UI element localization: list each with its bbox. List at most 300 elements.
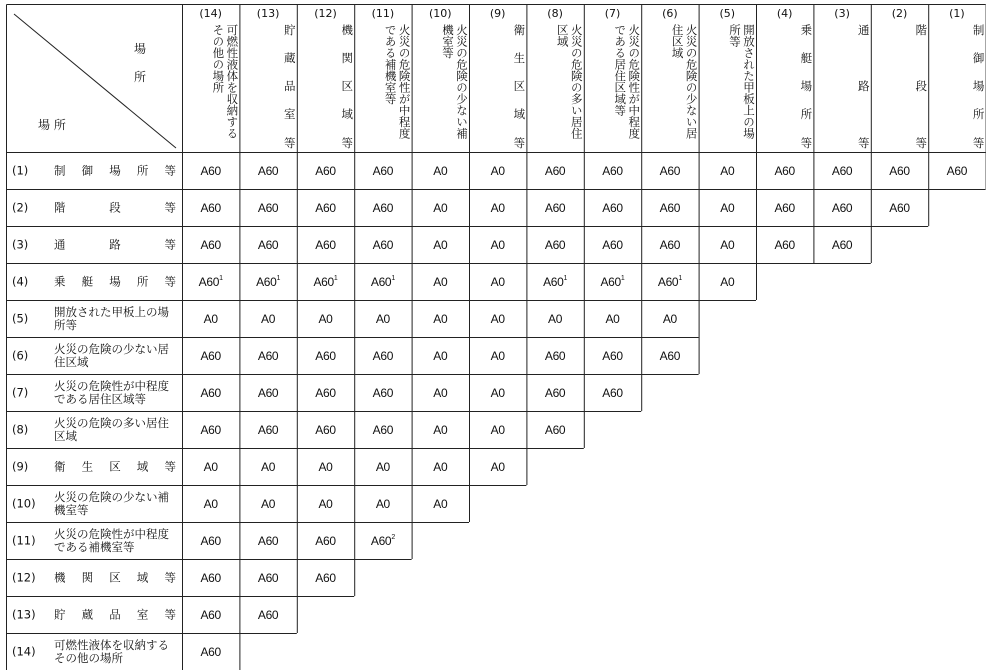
integrity-value: A0: [318, 496, 333, 511]
integrity-value: A60: [315, 200, 336, 215]
column-number: (8): [547, 7, 563, 20]
table-cell: [354, 189, 411, 226]
integrity-value: A60: [602, 200, 623, 215]
integrity-value: A60: [257, 200, 279, 215]
integrity-value: A60: [200, 570, 221, 585]
row-header: [6, 485, 182, 522]
table-cell: [813, 152, 870, 189]
integrity-value: A0: [490, 311, 505, 326]
table-cell: [297, 226, 354, 263]
row-header: [6, 263, 182, 300]
column-header: [928, 4, 985, 152]
integrity-value: A0: [203, 459, 218, 474]
table-cell: [526, 189, 583, 226]
table-cell: [584, 189, 641, 226]
integrity-value: A0: [375, 496, 390, 511]
table-cell: [469, 226, 526, 263]
table-cell: [297, 337, 354, 374]
integrity-value: A60: [602, 348, 623, 363]
table-cell: [354, 263, 411, 300]
column-number: (1): [949, 7, 965, 20]
row-label: 火災の危険性が中程度である補機室等: [54, 526, 169, 554]
table-cell: [297, 411, 354, 448]
integrity-value: A0: [375, 459, 390, 474]
table-cell: [239, 226, 296, 263]
column-number: (13): [256, 7, 280, 20]
integrity-value: A60: [544, 385, 566, 400]
column-header: [412, 4, 469, 152]
integrity-value: A60: [200, 422, 221, 437]
integrity-value: A60: [200, 607, 221, 622]
table-cell: [584, 300, 641, 337]
table-cell: [297, 485, 354, 522]
table-cell: [239, 374, 296, 411]
integrity-value: A0: [261, 459, 276, 474]
row-label: 階 段 等: [54, 200, 176, 214]
integrity-value: A60: [372, 422, 394, 437]
column-label: 可燃性液体を収納するその他の場所: [211, 24, 240, 139]
integrity-value: A60: [659, 200, 681, 215]
table-cell: [239, 596, 296, 633]
integrity-value: A0: [433, 237, 448, 252]
column-label: 機 関 区 域 等: [340, 24, 355, 148]
row-label: 可燃性液体を収納するその他の場所: [54, 637, 169, 665]
table-cell: [297, 448, 354, 485]
row-label: 衛 生 区 域 等: [54, 459, 176, 473]
table-cell: [239, 337, 296, 374]
integrity-value: A60: [372, 237, 394, 252]
row-header: [6, 337, 182, 374]
integrity-value: A0: [490, 274, 505, 289]
integrity-value: A60: [544, 237, 566, 252]
integrity-value: A0: [318, 311, 333, 326]
column-header: [354, 4, 411, 152]
column-label: 制 御 場 所 等: [971, 24, 986, 148]
integrity-value: A60: [372, 163, 394, 178]
column-header: [239, 4, 296, 152]
table-cell: [469, 152, 526, 189]
table-cell: [813, 189, 870, 226]
integrity-value: A60: [200, 533, 221, 548]
row-label: 火災の危険の少ない居住区域: [54, 341, 169, 369]
integrity-value: A60: [602, 237, 623, 252]
table-cell: [354, 152, 411, 189]
table-cell: [584, 152, 641, 189]
row-number: (10): [12, 496, 36, 510]
column-number: (3): [834, 7, 850, 20]
integrity-value: A60: [257, 422, 279, 437]
column-label: 衛 生 区 域 等: [512, 24, 527, 148]
integrity-value: $A60^1$: [370, 274, 395, 289]
integrity-value: A60: [200, 348, 221, 363]
table-cell: [469, 374, 526, 411]
table-cell: [412, 263, 469, 300]
table-cell: [928, 152, 985, 189]
column-number: (11): [371, 7, 395, 20]
integrity-value: A60: [372, 348, 394, 363]
integrity-value: A60: [257, 607, 279, 622]
column-label: 火災の危険性が中程度である居住区域等: [613, 24, 642, 139]
integrity-value: A0: [662, 311, 677, 326]
column-number: (6): [662, 7, 678, 20]
integrity-value: A60: [774, 200, 795, 215]
fire-integrity-table: [6, 4, 986, 670]
table-cell: [182, 226, 239, 263]
integrity-value: A0: [490, 200, 505, 215]
column-header: [641, 4, 698, 152]
table-cell: [526, 152, 583, 189]
integrity-value: A0: [433, 163, 448, 178]
integrity-value: $A60^2$: [370, 533, 395, 548]
table-cell: [412, 485, 469, 522]
integrity-value: A60: [315, 385, 336, 400]
table-cell: [412, 226, 469, 263]
table-cell: [354, 411, 411, 448]
row-number: (1): [12, 163, 29, 177]
table-cell: [182, 522, 239, 559]
table-cell: [182, 152, 239, 189]
table-cell: [297, 374, 354, 411]
table-cell: [756, 152, 813, 189]
table-cell: [584, 226, 641, 263]
column-label: 火災の危険の少ない補機室等: [440, 24, 469, 139]
table-cell: [239, 152, 296, 189]
row-header: [6, 226, 182, 263]
integrity-value: A0: [490, 422, 505, 437]
table-cell: [182, 374, 239, 411]
integrity-value: A60: [544, 200, 566, 215]
integrity-value: A60: [257, 348, 279, 363]
integrity-value: A60: [315, 570, 336, 585]
table-cell: [297, 189, 354, 226]
row-label: 貯 蔵 品 室 等: [54, 607, 176, 621]
table-cell: [354, 448, 411, 485]
integrity-value: A60: [602, 163, 623, 178]
row-number: (11): [12, 533, 36, 547]
table-cell: [297, 152, 354, 189]
integrity-value: A60: [831, 200, 853, 215]
table-cell: [412, 152, 469, 189]
table-cell: [756, 226, 813, 263]
table-cell: [526, 226, 583, 263]
integrity-value: A60: [257, 385, 279, 400]
table-cell: [239, 411, 296, 448]
integrity-value: A60: [544, 422, 566, 437]
integrity-value: A0: [490, 459, 505, 474]
row-header: [6, 152, 182, 189]
integrity-value: A0: [490, 163, 505, 178]
integrity-value: A0: [548, 311, 563, 326]
integrity-value: A60: [544, 163, 566, 178]
integrity-value: A60: [315, 422, 336, 437]
row-number: (6): [12, 348, 29, 362]
table-cell: [469, 263, 526, 300]
integrity-value: A0: [261, 496, 276, 511]
integrity-value: A60: [200, 200, 221, 215]
footnote-mark: 1: [620, 274, 625, 282]
integrity-value: $A60^1$: [198, 274, 223, 289]
integrity-value: A0: [375, 311, 390, 326]
row-number: (9): [12, 459, 29, 473]
row-label: 乗 艇 場 所 等: [54, 274, 176, 288]
table-cell: [469, 411, 526, 448]
integrity-value: A60: [257, 163, 279, 178]
table-cell: [354, 226, 411, 263]
table-cell: [641, 337, 698, 374]
integrity-value: A0: [720, 163, 735, 178]
column-header: [813, 4, 870, 152]
integrity-value: A0: [490, 348, 505, 363]
integrity-value: A60: [315, 348, 336, 363]
integrity-value: A60: [200, 385, 221, 400]
column-header: [297, 4, 354, 152]
table-cell: [182, 559, 239, 596]
table-cell: [469, 300, 526, 337]
row-header: [6, 596, 182, 633]
row-header: [6, 189, 182, 226]
integrity-value: A0: [605, 311, 620, 326]
column-label: 火災の危険性が中程度である補機室等: [383, 24, 412, 139]
integrity-value: $A60^1$: [543, 274, 568, 289]
table-cell: [412, 374, 469, 411]
integrity-value: A0: [433, 459, 448, 474]
table-cell: [297, 522, 354, 559]
row-number: (8): [12, 422, 29, 436]
table-cell: [182, 411, 239, 448]
integrity-value: $A60^1$: [313, 274, 338, 289]
integrity-value: A0: [490, 385, 505, 400]
table-cell: [182, 337, 239, 374]
table-cell: [641, 263, 698, 300]
row-label: 火災の危険の多い居住区域: [54, 415, 169, 443]
table-cell: [297, 300, 354, 337]
table-cell: [699, 226, 756, 263]
row-number: (3): [12, 237, 29, 251]
table-cell: [526, 374, 583, 411]
row-label: 制 御 場 所 等: [54, 163, 176, 177]
table-cell: [469, 189, 526, 226]
integrity-value: A60: [659, 163, 681, 178]
table-cell: [412, 337, 469, 374]
corner-left-label: 場 所: [38, 118, 66, 132]
integrity-value: A60: [257, 533, 279, 548]
table-cell: [239, 448, 296, 485]
integrity-value: A60: [200, 644, 221, 659]
footnote-mark: 1: [678, 274, 682, 282]
column-header: [699, 4, 756, 152]
table-cell: [756, 189, 813, 226]
column-number: (10): [428, 7, 452, 20]
table-cell: [354, 522, 411, 559]
integrity-value: $A60^1$: [256, 274, 281, 289]
integrity-value: A0: [433, 348, 448, 363]
integrity-value: A60: [774, 237, 795, 252]
table-cell: [354, 374, 411, 411]
integrity-value: A60: [831, 163, 853, 178]
row-header: [6, 374, 182, 411]
table-cell: [641, 189, 698, 226]
table-cell: [239, 189, 296, 226]
integrity-value: A60: [372, 385, 394, 400]
table-cell: [526, 263, 583, 300]
table-cell: [412, 411, 469, 448]
table-cell: [239, 559, 296, 596]
table-cell: [469, 448, 526, 485]
integrity-value: A0: [261, 311, 276, 326]
row-header: [6, 448, 182, 485]
integrity-value: A0: [433, 422, 448, 437]
integrity-value: $A60^1$: [600, 274, 625, 289]
column-label: 通 路 等: [856, 24, 871, 148]
table-cell: [239, 485, 296, 522]
column-number: (14): [199, 7, 222, 20]
column-header: [526, 4, 583, 152]
integrity-value: A60: [659, 237, 681, 252]
integrity-value: A0: [433, 311, 448, 326]
integrity-value: A60: [774, 163, 795, 178]
table-cell: [354, 485, 411, 522]
column-number: (7): [604, 7, 621, 20]
row-label: 火災の危険の少ない補機室等: [54, 489, 169, 517]
table-cell: [354, 300, 411, 337]
integrity-value: A0: [433, 385, 448, 400]
row-number: (7): [12, 385, 29, 399]
column-header: [756, 4, 813, 152]
column-label: 火災の危険の少ない居住区域: [670, 24, 699, 139]
table-cell: [297, 559, 354, 596]
integrity-value: A0: [318, 459, 333, 474]
integrity-value: A60: [831, 237, 853, 252]
column-number: (4): [776, 7, 793, 20]
integrity-value: A60: [372, 200, 394, 215]
table-cell: [641, 226, 698, 263]
row-header: [6, 411, 182, 448]
integrity-value: A0: [433, 200, 448, 215]
column-label: 開放された甲板上の場所等: [727, 24, 756, 139]
column-header: [469, 4, 526, 152]
integrity-value: A0: [433, 496, 448, 511]
column-label: 貯 蔵 品 室 等: [282, 24, 297, 148]
column-header: [871, 4, 928, 152]
row-number: (14): [12, 644, 36, 658]
table-cell: [354, 337, 411, 374]
integrity-value: A60: [544, 348, 566, 363]
row-header: [6, 300, 182, 337]
integrity-value: A0: [720, 274, 735, 289]
footnote-mark: 1: [391, 274, 395, 282]
table-cell: [699, 152, 756, 189]
table-cell: [584, 263, 641, 300]
table-cell: [526, 411, 583, 448]
footnote-mark: 1: [333, 274, 338, 282]
footnote-mark: 2: [391, 533, 395, 541]
integrity-value: A60: [889, 163, 910, 178]
row-number: (12): [12, 570, 36, 584]
integrity-value: A0: [433, 274, 448, 289]
integrity-value: A60: [257, 237, 279, 252]
row-number: (2): [12, 200, 29, 214]
row-number: (13): [12, 607, 36, 621]
table-cell: [182, 485, 239, 522]
column-header: [182, 4, 239, 152]
table-cell: [469, 337, 526, 374]
footnote-mark: 1: [219, 274, 223, 282]
column-number: (5): [719, 7, 736, 20]
column-label: 乗 艇 場 所 等: [799, 24, 814, 148]
column-label: 階 段 等: [914, 24, 929, 148]
table-cell: [182, 300, 239, 337]
row-number: (4): [12, 274, 29, 288]
integrity-value: A60: [946, 163, 968, 178]
integrity-value: A60: [315, 237, 336, 252]
table-cell: [584, 374, 641, 411]
row-header: [6, 522, 182, 559]
integrity-value: A60: [659, 348, 681, 363]
row-label: 開放された甲板上の場所等: [54, 304, 169, 332]
table-cell: [182, 633, 239, 670]
table-cell: [182, 263, 239, 300]
row-header: [6, 633, 182, 670]
table-cell: [526, 337, 583, 374]
table-cell: [641, 300, 698, 337]
column-number: (9): [489, 7, 506, 20]
integrity-value: A60: [315, 533, 336, 548]
row-label: 通 路 等: [54, 237, 176, 251]
integrity-value: A60: [200, 237, 221, 252]
table-cell: [412, 448, 469, 485]
row-header: [6, 559, 182, 596]
table-cell: [182, 448, 239, 485]
integrity-value: A0: [720, 237, 735, 252]
corner-top-label: 場 所: [134, 42, 147, 84]
table-cell: [412, 300, 469, 337]
column-number: (2): [891, 7, 908, 20]
table-cell: [239, 300, 296, 337]
integrity-value: A0: [490, 237, 505, 252]
column-header: [584, 4, 641, 152]
table-cell: [239, 522, 296, 559]
table-cell: [871, 152, 928, 189]
table-cell: [641, 152, 698, 189]
integrity-value: A60: [257, 570, 279, 585]
integrity-value: A0: [720, 200, 735, 215]
row-label: 火災の危険性が中程度である居住区域等: [54, 378, 169, 406]
table-cell: [182, 596, 239, 633]
footnote-mark: 1: [276, 274, 281, 282]
table-cell: [412, 189, 469, 226]
integrity-value: A60: [315, 163, 336, 178]
row-label: 機 関 区 域 等: [54, 570, 176, 584]
integrity-value: A0: [203, 496, 218, 511]
integrity-value: A60: [200, 163, 221, 178]
integrity-value: A60: [602, 385, 623, 400]
table-cell: [699, 263, 756, 300]
table-cell: [239, 263, 296, 300]
table-cell: [584, 337, 641, 374]
integrity-value: $A60^1$: [657, 274, 682, 289]
table-cell: [297, 263, 354, 300]
table-cell: [871, 189, 928, 226]
table-cell: [699, 189, 756, 226]
column-number: (12): [314, 7, 337, 20]
footnote-mark: 1: [563, 274, 568, 282]
integrity-value: A60: [889, 200, 910, 215]
table-cell: [813, 226, 870, 263]
table-cell: [182, 189, 239, 226]
integrity-value: A0: [203, 311, 218, 326]
row-number: (5): [12, 311, 29, 325]
column-label: 火災の危険の多い居住区域: [555, 24, 584, 139]
